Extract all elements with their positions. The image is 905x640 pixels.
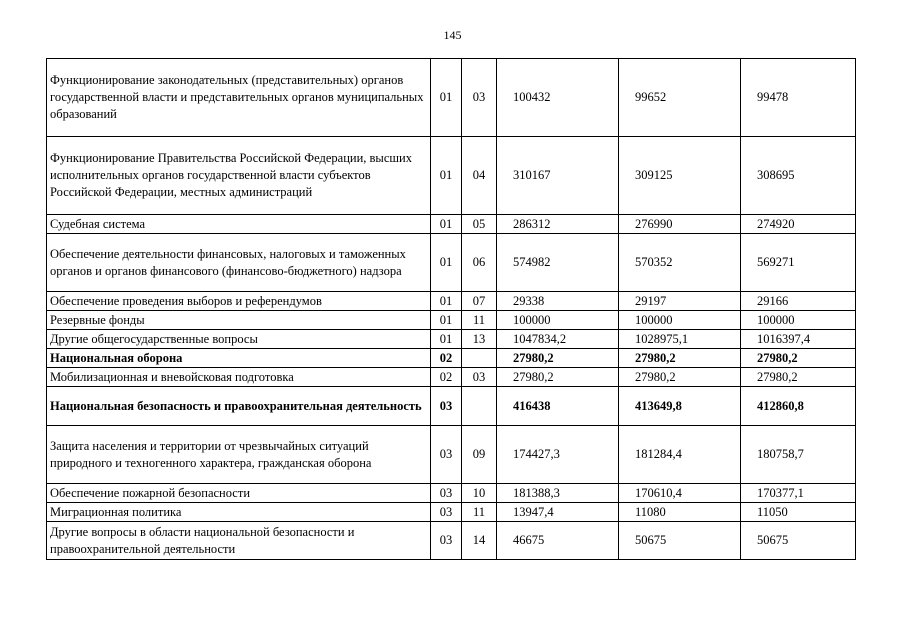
row-subsection: 05 xyxy=(462,215,497,234)
row-value-3: 100000 xyxy=(741,311,856,330)
row-value-2: 1028975,1 xyxy=(619,330,741,349)
row-value-3: 274920 xyxy=(741,215,856,234)
row-value-1: 1047834,2 xyxy=(497,330,619,349)
table-row xyxy=(47,484,856,503)
row-name: Функционирование законодательных (представительных) органов государственной власти и представительных органов муниципальных образований xyxy=(47,59,431,137)
row-value-1: 29338 xyxy=(497,292,619,311)
row-subsection xyxy=(462,387,497,426)
row-subsection: 03 xyxy=(462,368,497,387)
row-section: 03 xyxy=(431,522,462,560)
row-value-3: 412860,8 xyxy=(741,387,856,426)
table-row xyxy=(47,215,856,234)
row-value-1: 100432 xyxy=(497,59,619,137)
row-section: 03 xyxy=(431,503,462,522)
row-section: 01 xyxy=(431,59,462,137)
table-row xyxy=(47,522,856,560)
row-value-3: 170377,1 xyxy=(741,484,856,503)
row-value-2: 276990 xyxy=(619,215,741,234)
row-value-2: 100000 xyxy=(619,311,741,330)
table-row xyxy=(47,292,856,311)
row-subsection xyxy=(462,349,497,368)
row-value-3: 27980,2 xyxy=(741,349,856,368)
row-section: 01 xyxy=(431,234,462,292)
row-section: 03 xyxy=(431,426,462,484)
row-value-1: 13947,4 xyxy=(497,503,619,522)
row-value-2: 170610,4 xyxy=(619,484,741,503)
row-value-2: 99652 xyxy=(619,59,741,137)
table-row xyxy=(47,503,856,522)
row-subsection: 07 xyxy=(462,292,497,311)
row-subsection: 13 xyxy=(462,330,497,349)
row-value-1: 27980,2 xyxy=(497,368,619,387)
row-subsection: 14 xyxy=(462,522,497,560)
row-value-2: 11080 xyxy=(619,503,741,522)
row-section: 01 xyxy=(431,292,462,311)
row-name: Другие общегосударственные вопросы xyxy=(47,330,431,349)
table-row xyxy=(47,426,856,484)
row-name: Обеспечение пожарной безопасности xyxy=(47,484,431,503)
table-row xyxy=(47,137,856,215)
row-value-2: 27980,2 xyxy=(619,349,741,368)
row-value-1: 310167 xyxy=(497,137,619,215)
row-name: Миграционная политика xyxy=(47,503,431,522)
row-value-2: 29197 xyxy=(619,292,741,311)
page-number: 145 xyxy=(443,28,462,42)
row-subsection: 04 xyxy=(462,137,497,215)
row-name: Национальная безопасность и правоохранительная деятельность xyxy=(47,387,431,426)
row-name: Мобилизационная и вневойсковая подготовка xyxy=(47,368,431,387)
row-value-1: 574982 xyxy=(497,234,619,292)
row-section: 01 xyxy=(431,215,462,234)
row-name: Обеспечение проведения выборов и референдумов xyxy=(47,292,431,311)
row-value-3: 99478 xyxy=(741,59,856,137)
table-row-section-total xyxy=(47,387,856,426)
row-name: Защита населения и территории от чрезвычайных ситуаций природного и техногенного характера, гражданская оборона xyxy=(47,426,431,484)
row-value-2: 27980,2 xyxy=(619,368,741,387)
row-name: Национальная оборона xyxy=(47,349,431,368)
table-row xyxy=(47,234,856,292)
row-section: 01 xyxy=(431,330,462,349)
row-value-3: 50675 xyxy=(741,522,856,560)
budget-table xyxy=(46,58,856,560)
row-value-3: 569271 xyxy=(741,234,856,292)
row-value-3: 180758,7 xyxy=(741,426,856,484)
row-name: Судебная система xyxy=(47,215,431,234)
row-name: Функционирование Правительства Российской Федерации, высших исполнительных органов государственной власти субъектов Российской Федерации, местных администраций xyxy=(47,137,431,215)
table-row xyxy=(47,368,856,387)
row-value-3: 1016397,4 xyxy=(741,330,856,349)
row-name: Резервные фонды xyxy=(47,311,431,330)
row-value-2: 309125 xyxy=(619,137,741,215)
table-row xyxy=(47,59,856,137)
row-section: 01 xyxy=(431,311,462,330)
table-row-section-total xyxy=(47,349,856,368)
row-value-3: 308695 xyxy=(741,137,856,215)
row-section: 02 xyxy=(431,368,462,387)
table-row xyxy=(47,311,856,330)
row-section: 01 xyxy=(431,137,462,215)
row-name: Обеспечение деятельности финансовых, налоговых и таможенных органов и органов финансового (финансово-бюджетного) надзора xyxy=(47,234,431,292)
row-value-3: 29166 xyxy=(741,292,856,311)
row-value-2: 181284,4 xyxy=(619,426,741,484)
table-row xyxy=(47,330,856,349)
row-section: 03 xyxy=(431,484,462,503)
row-value-2: 50675 xyxy=(619,522,741,560)
row-section: 02 xyxy=(431,349,462,368)
row-value-1: 181388,3 xyxy=(497,484,619,503)
row-subsection: 10 xyxy=(462,484,497,503)
row-subsection: 11 xyxy=(462,311,497,330)
row-section: 03 xyxy=(431,387,462,426)
row-value-1: 100000 xyxy=(497,311,619,330)
row-value-1: 46675 xyxy=(497,522,619,560)
row-value-1: 27980,2 xyxy=(497,349,619,368)
row-value-1: 286312 xyxy=(497,215,619,234)
row-value-3: 11050 xyxy=(741,503,856,522)
row-value-1: 416438 xyxy=(497,387,619,426)
row-value-2: 570352 xyxy=(619,234,741,292)
row-subsection: 11 xyxy=(462,503,497,522)
row-name: Другие вопросы в области национальной безопасности и правоохранительной деятельности xyxy=(47,522,431,560)
row-subsection: 03 xyxy=(462,59,497,137)
row-value-3: 27980,2 xyxy=(741,368,856,387)
row-subsection: 06 xyxy=(462,234,497,292)
row-subsection: 09 xyxy=(462,426,497,484)
row-value-2: 413649,8 xyxy=(619,387,741,426)
row-value-1: 174427,3 xyxy=(497,426,619,484)
